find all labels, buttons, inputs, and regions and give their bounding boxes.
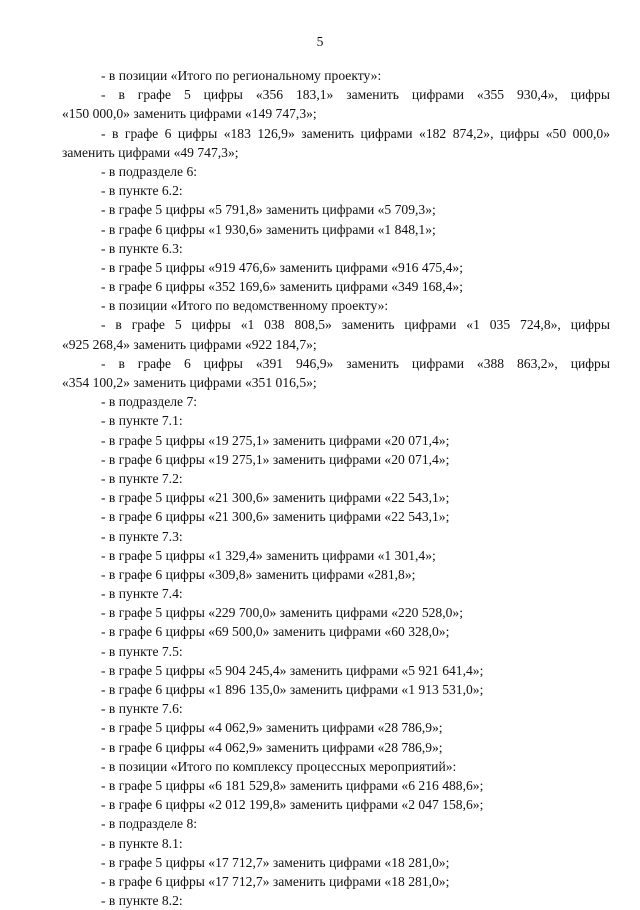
text-line: - в пункте 7.1: <box>101 413 183 429</box>
text-line: - в пункте 7.2: <box>101 470 183 486</box>
text-line: - в графе 6 цифры «4 062,9» заменить цифрами «28 786,9»; <box>101 739 443 755</box>
text-line: - в позиции «Итого по комплексу процессных мероприятий»: <box>101 758 457 774</box>
text-line: «354 100,2» заменить цифрами «351 016,5»; <box>62 375 317 390</box>
text-line: - в пункте 6.2: <box>101 183 183 199</box>
text-line: - в графе 6 цифры «352 169,6» заменить цифрами «349 168,4»; <box>101 279 463 295</box>
text-line: - в подразделе 8: <box>101 816 198 832</box>
text-line: - в графе 6 цифры «309,8» заменить цифрами «281,8»; <box>101 566 416 582</box>
text-line: - в графе 5 цифры «919 476,6» заменить цифрами «916 475,4»; <box>101 259 463 275</box>
text-line: - в графе 5 цифры «1 329,4» заменить цифрами «1 301,4»; <box>101 547 436 563</box>
text-line: - в пункте 8.1: <box>101 835 183 851</box>
text-line: - в графе 5 цифры «17 712,7» заменить цифрами «18 281,0»; <box>101 854 450 870</box>
text-line: - в позиции «Итого по региональному проекту»: <box>101 68 382 83</box>
text-line: - в графе 5 цифры «5 791,8» заменить цифрами «5 709,3»; <box>101 202 436 218</box>
text-line: - в графе 5 цифры «356 183,1» заменить цифрами «355 930,4», цифры <box>101 87 610 103</box>
text-line: - в графе 5 цифры «6 181 529,8» заменить цифрами «6 216 488,6»; <box>101 777 484 793</box>
text-line: - в графе 5 цифры «5 904 245,4» заменить цифрами «5 921 641,4»; <box>101 662 484 678</box>
text-line: заменить цифрами «49 747,3»; <box>62 144 239 160</box>
document-body <box>62 66 610 910</box>
text-line: «925 268,4» заменить цифрами «922 184,7»; <box>62 336 317 352</box>
text-line: - в пункте 7.3: <box>101 528 183 544</box>
text-line: - в графе 5 цифры «229 700,0» заменить цифрами «220 528,0»; <box>101 605 463 621</box>
text-line: - в подразделе 7: <box>101 394 198 410</box>
text-line: - в графе 6 цифры «19 275,1» заменить цифрами «20 071,4»; <box>101 451 450 467</box>
text-line: - в графе 6 цифры «2 012 199,8» заменить цифрами «2 047 158,6»; <box>101 797 484 813</box>
text-line: - в графе 6 цифры «391 946,9» заменить цифрами «388 863,2», цифры <box>101 355 610 371</box>
text-line: - в позиции «Итого по ведомственному проекту»: <box>101 298 389 314</box>
text-line: - в графе 5 цифры «21 300,6» заменить цифрами «22 543,1»; <box>101 490 450 506</box>
text-line: - в пункте 8.2: <box>101 893 183 909</box>
text-line: - в пункте 7.6: <box>101 701 183 717</box>
text-line: - в графе 6 цифры «21 300,6» заменить цифрами «22 543,1»; <box>101 509 450 525</box>
text-line: - в графе 6 цифры «1 930,6» заменить цифрами «1 848,1»; <box>101 221 436 237</box>
text-line: - в пункте 7.4: <box>101 586 183 602</box>
text-line: - в графе 6 цифры «69 500,0» заменить цифрами «60 328,0»; <box>101 624 450 640</box>
text-line: - в графе 5 цифры «1 038 808,5» заменить цифрами «1 035 724,8», цифры <box>101 317 610 333</box>
page-number: 5 <box>316 34 324 49</box>
text-line: - в графе 5 цифры «19 275,1» заменить цифрами «20 071,4»; <box>101 432 450 448</box>
text-line: - в графе 6 цифры «17 712,7» заменить цифрами «18 281,0»; <box>101 873 450 889</box>
text-line: - в графе 5 цифры «4 062,9» заменить цифрами «28 786,9»; <box>101 720 443 736</box>
text-line: «150 000,0» заменить цифрами «149 747,3»; <box>62 106 317 122</box>
text-line: - в графе 6 цифры «183 126,9» заменить цифрами «182 874,2», цифры «50 000,0» <box>101 125 610 141</box>
text-line: - в подразделе 6: <box>101 163 198 179</box>
text-line: - в графе 6 цифры «1 896 135,0» заменить цифрами «1 913 531,0»; <box>101 682 484 697</box>
text-line: - в пункте 6.3: <box>101 240 183 256</box>
text-line: - в пункте 7.5: <box>101 643 183 659</box>
